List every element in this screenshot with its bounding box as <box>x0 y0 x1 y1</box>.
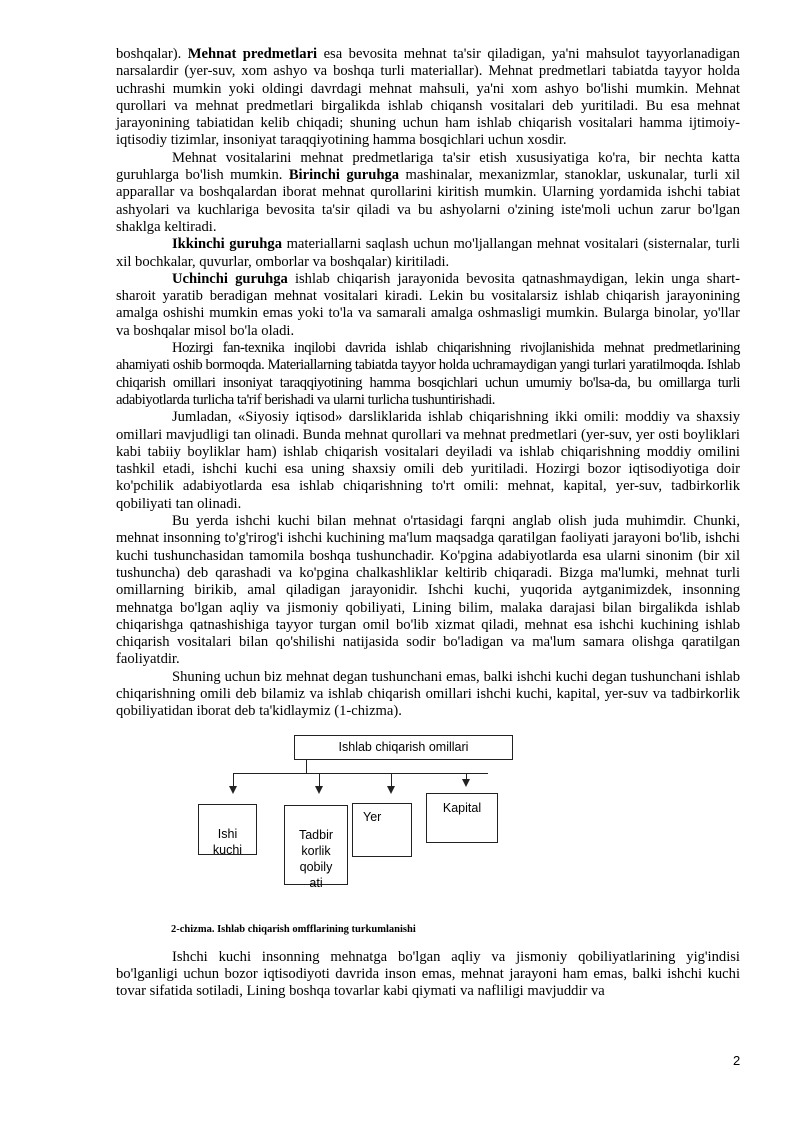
text-run: materiallarni saqlash uchun mo'ljallangan mehnat vositalari (sisternalar, turli xil bochkalar, quvurlar, omborlar va boshqalar) kiritiladi. <box>116 236 740 270</box>
bold-term: Mehnat predmetlari <box>187 46 318 62</box>
connector-to-ishchi <box>233 773 234 787</box>
box-yer <box>352 803 412 857</box>
paragraph <box>116 340 740 409</box>
arrow-to-ishchi <box>229 786 237 794</box>
connector-horizontal <box>233 773 488 774</box>
connector-vertical-main <box>306 760 307 773</box>
bold-term: Birinchi guruhga <box>288 167 400 184</box>
box-tadbir-label: Tadbir korlik qobily ati <box>298 827 334 890</box>
factors-diagram <box>116 735 740 907</box>
page-number: 2 <box>733 1053 741 1068</box>
text-run: mashinalar, mexanizmlar, stanoklar, uskunalar, turli xil apparallar va boshqalardan iborat mehnat qurollarini kiritish mumkin. Ularning yordamida ishchi tabiat ashyolari va kuchlariga bevosita ta'sir qiladi va bu ashyolarni o'zining iste'moli uchun zarur bo'lgan shaklga keltiradi. <box>116 167 740 235</box>
text-run: ishlab chiqarish jarayonida bevosita qatnashmaydigan, lekin unga shart-sharoit yaratib beradigan mehnat vositalari kiradi. Lekin bu vositalarsiz ishlab chiqarish jarayonining amalga oshishi mumkin emas yoki to'la va samarali amalga oshmasligi mumkin. Bularga binolar, yo'llar va boshqalar misol bo'la oladi. <box>116 270 740 339</box>
text-run: Bu yerda ishchi kuchi bilan mehnat o'rtasidagi farqni anglab olish juda muhimdir. Chunki, mehnat insonning to'g'rirog'i ishchi kuchining ma'lum maqsadga qaratilgan faoliyati jarayoni bo'lib, ishchi kuchi tushunchasidan tamomila boshqa tushunchadir. Ko'pgina adabiyotlarda esa ularni sinonim (bir xil tushuncha) deb qarashadi va ko'pgina chalkashliklar keltirib chiqaradi. Bizga ma'lumki, mehnat turli omillarning birikib, amal qiladigan jarayonidir. Ishchi kuchi, yuqorida aytganimizdek, insonning mehnatga bo'lgan aqliy va jismoniy qobiliyati, Lining bilim, malaka darajasi bilan birgalikda ishlab chiqarishga qatnashishiga tayyor turgan omil bo'lib xizmat qiladi, mehnat esa ishchi kuchining ishlab chiqarish vositalari bilan qo'shilishi natijasida sodir bo'ladigan va ma'lum samara olishga qaratilgan faoliyatdir. <box>116 513 740 668</box>
text-run: Jumladan, «Siyosiy iqtisod» darsliklarida ishlab chiqarishning ikki omili: moddiy va shaxsiy omillari mavjudligi tan olinadi. Bunda mehnat qurollari va mehnat predmetlari (yer-suv, yer osti boyliklari kabi tabiiy boyliklar ham) ishlab chiqarish vositalari deyiladi va ishlab chiqarishning moddiy omilini tashkil etadi, ishchi kuchi esa uning shaxsiy omili deb yuritiladi. Hozirgi bozor iqtisodiyotiga doir ko'pchilik adabiyotlarda esa ishlab chiqarishning to'rt omili: mehnat, kapital, yer-suv, tadbirkorlik qobiliyati tan olinadi. <box>116 409 740 512</box>
text-run: Shuning uchun biz mehnat degan tushunchani emas, balki ishchi kuchi degan tushunchani ishlab chiqarishning omili deb bilamiz va ishlab chiqarish omillari ishchi kuchi, kapital, yer-suv va tadbirkorlik qobiliyatidan iborat deb ta'kidlaymiz (1-chizma). <box>116 668 740 720</box>
bold-term: Ikkinchi guruhga <box>172 236 283 253</box>
paragraph <box>116 271 740 340</box>
paragraph <box>116 46 740 150</box>
text-run: boshqalar). <box>116 46 188 62</box>
closing-paragraph: Ishchi kuchi insonning mehnatga bo'lgan aqliy va jismoniy qobiliyatlarining yig'indisi bo'lganligi uchun bozor iqtisodiyoti davrida inson emas, mehnat jarayoni ham emas, balki ishchi kuchi tovar sifatida sotiladi, Lining boshqa tovarlar kabi qiymati va nafliligi mavjuddir va <box>116 948 740 1000</box>
paragraph <box>116 513 740 669</box>
arrow-to-tadbir <box>315 786 323 794</box>
paragraph <box>116 150 740 236</box>
arrow-to-yer <box>387 786 395 794</box>
diagram-top-box <box>294 735 513 760</box>
diagram-top-label: Ishlab chiqarish omillari <box>338 739 469 754</box>
box-kapital-label: Kapital <box>442 800 482 815</box>
box-yer-label: Yer <box>363 809 382 824</box>
box-ishchi-kuchi <box>198 804 257 855</box>
text-run: Mehnat vositalarini mehnat predmetlariga ta'sir etish xususiyatiga ko'ra, bir nechta katta guruhlarga bo'lish mumkin. <box>116 149 740 184</box>
box-tadbirkorlik <box>284 805 348 890</box>
arrow-to-kapital <box>462 779 470 787</box>
paragraph <box>116 236 740 271</box>
box-ishchi-label: Ishi kuchi <box>212 826 243 857</box>
diagram-caption: 2-chizma. Ishlab chiqarish omfflarining turkumlanishi <box>171 923 416 935</box>
page-content <box>116 46 740 1000</box>
body-text <box>116 46 740 721</box>
connector-to-yer <box>391 773 392 787</box>
box-kapital <box>426 793 498 843</box>
connector-to-tadbir <box>319 773 320 787</box>
text-run: Hozirgi fan-texnika inqilobi davrida ishlab chiqarishning rivojlanishida mehnat predmetlarining ahamiyati oshib bormoqda. Materiallarning tabiatda tayyor holda uchramaydigan yangi turlari yaratilmoqda. Ishlab chiqarish omillari insoniyat taraqqiyotining hamma bosqichlari uchun umumiy bo'lsa-da, bu omillarga turli adabiyotlarda turlicha ta'rif berishadi va ularni turlicha tushuntirishadi. <box>116 340 740 408</box>
bold-term: Uchinchi guruhga <box>172 270 288 287</box>
paragraph <box>116 669 740 721</box>
paragraph <box>116 409 740 513</box>
text-run: esa bevosita mehnat ta'sir qiladigan, ya'ni mahsulot tayyorlanadigan narsalardir (yer-suv, xom ashyo va boshqa turli materiallar). Mehnat predmetlari tabiatda tayyor holda uchrashi mumkin yoki oldingi davrdagi mehnat mahsuli, ya'ni xom ashyo bo'lishi mumkin. Mehnat qurollari va mehnat predmetlari birgalikda ishlab chiqansh vositalari deb yuritiladi. Bu esa mehnat jarayonining tabiatidan kelib chiqadi; shuning uchun ham ishlab chiqarish vositalari hamma ijtimoiy-iqtisodiy tizimlar, insoniyat taraqqiyotining hamma bosqichlari uchun xosdir. <box>116 46 740 149</box>
